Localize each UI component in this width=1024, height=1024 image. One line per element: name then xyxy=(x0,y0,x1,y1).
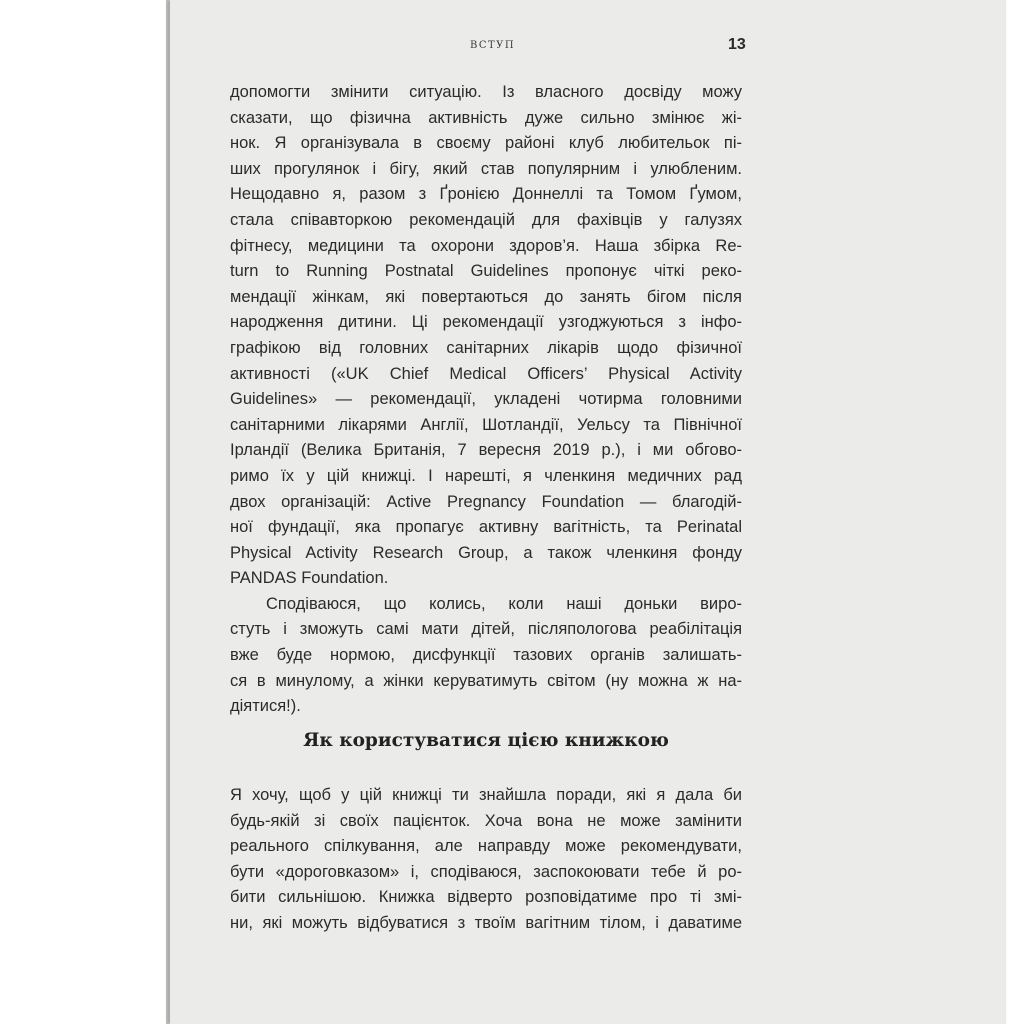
text-line: ни, які можуть відбуватися з твоїм вагітним тілом, і даватиме xyxy=(230,913,742,932)
body-text-upper xyxy=(230,80,742,720)
text-line: ся в минулому, а жінки керуватимуть світом (ну можна ж на- xyxy=(230,671,742,690)
text-line: будь-якій зі своїх пацієнток. Хоча вона не може замінити xyxy=(230,811,742,830)
text-line: сказати, що фізична активність дуже сильно змінює жі- xyxy=(230,108,742,127)
text-line: turn to Running Postnatal Guidelines пропонує чіткі реко- xyxy=(230,262,742,281)
text-line: бити сильнішою. Книжка відверто розповідатиме про ті змі- xyxy=(230,888,742,907)
text-line: народження дитини. Ці рекомендації узгоджуються з інфо- xyxy=(230,313,742,332)
text-line: фітнесу, медицини та охорони здоров’я. Наша збірка Re- xyxy=(230,236,742,255)
paragraph-3 xyxy=(230,783,742,937)
text-line: Сподіваюся, що колись, коли наші доньки виро- xyxy=(266,594,742,613)
text-line: допомогти змінити ситуацію. Із власного досвіду можу xyxy=(230,83,742,101)
text-line: бути «дороговказом» і, сподіваюся, заспокоювати тебе й ро- xyxy=(230,862,742,881)
text-line: реального спілкування, але направду може рекомендувати, xyxy=(230,837,742,856)
text-line: двох організацій: Active Pregnancy Foundation — благодій- xyxy=(230,492,742,511)
text-line: стала співавторкою рекомендацій для фахівців у галузях xyxy=(230,210,742,229)
paragraph-2 xyxy=(230,592,742,720)
text-line: Ірландії (Велика Британія, 7 вересня 2019 р.), і ми обгово- xyxy=(230,441,742,460)
text-line: нок. Я організувала в своєму районі клуб любительок пі- xyxy=(230,134,742,153)
body-text-lower xyxy=(230,783,742,937)
paragraph-1 xyxy=(230,80,742,592)
text-line: активності («UK Chief Medical Officers’ Physical Activity xyxy=(230,364,742,383)
text-line: Guidelines» — рекомендації, укладені чотирма головними xyxy=(230,390,742,409)
text-line: ших прогулянок і бігу, який став популярним і улюбленим. xyxy=(230,159,742,178)
page-header xyxy=(170,38,1006,58)
section-heading: Як користуватися цією книжкою xyxy=(303,730,669,751)
text-line: Нещодавно я, разом з Ґронією Доннеллі та Томом Ґумом, xyxy=(230,185,742,204)
running-head: ВСТУП xyxy=(470,40,516,51)
text-line: PANDAS Foundation. xyxy=(230,569,389,588)
text-line: діятися!). xyxy=(230,697,301,716)
text-line: санітарними лікарями Англії, Шотландії, Уельсу та Північної xyxy=(230,415,742,434)
text-line: вже буде нормою, дисфункції тазових органів залишать- xyxy=(230,646,742,665)
text-line: стуть і зможуть самі мати дітей, післяпологова реабілітація xyxy=(230,620,742,639)
text-line: Я хочу, щоб у цій книжці ти знайшла поради, які я дала би xyxy=(230,786,742,804)
page-number: 13 xyxy=(728,36,746,53)
text-line: Physical Activity Research Group, а також членкиня фонду xyxy=(230,543,742,562)
text-line: графікою від головних санітарних лікарів щодо фізичної xyxy=(230,338,742,357)
text-line: мендації жінкам, які повертаються до занять бігом після xyxy=(230,287,742,306)
text-line: ної фундації, яка пропагує активну вагітність, та Perinatal xyxy=(230,518,742,537)
text-line: римо їх у цій книжці. І нарешті, я членкиня медичних рад xyxy=(230,466,742,485)
